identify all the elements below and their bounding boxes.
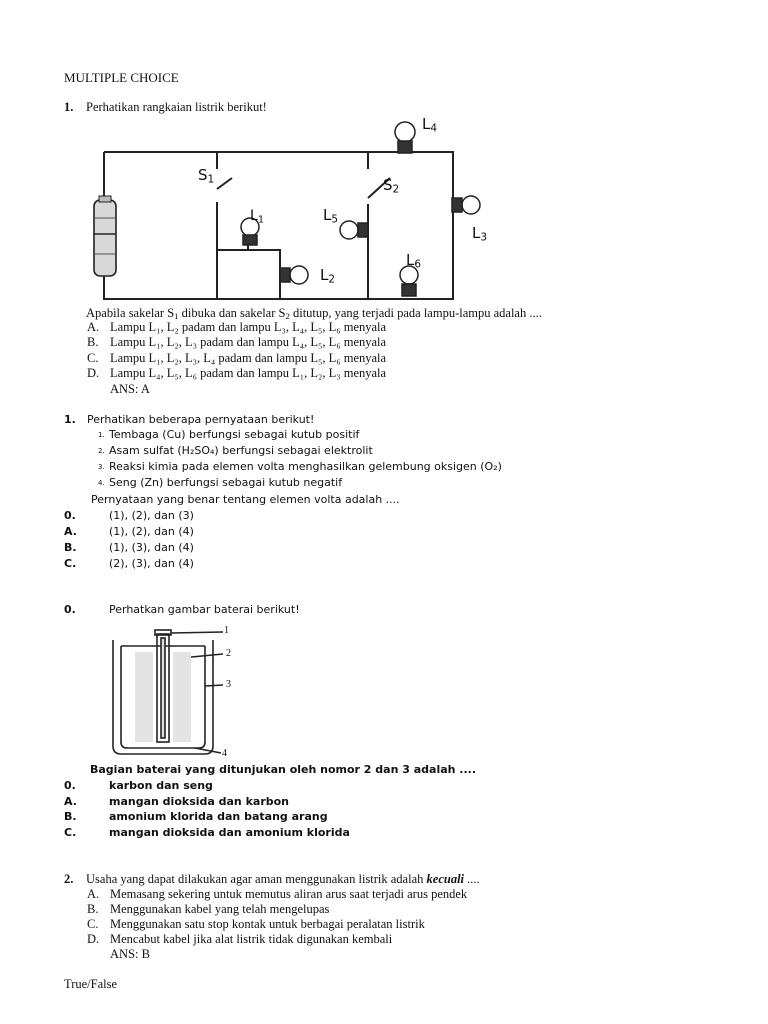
option-letter: A. bbox=[64, 795, 77, 808]
option-text: Mencabut kabel jika alat listrik tidak digunakan kembali bbox=[110, 932, 393, 946]
option-text: mangan dioksida dan amonium klorida bbox=[109, 826, 350, 839]
question-number: 1. bbox=[64, 100, 74, 114]
statement-text: Reaksi kimia pada elemen volta menghasilkan gelembung oksigen (O₂) bbox=[109, 460, 502, 473]
figure-label: 4 bbox=[222, 748, 227, 759]
question-number: 0. bbox=[64, 603, 76, 616]
option-text: Lampu L₁, L₂ padam dan lampu L₃, L₄, L₅, L₆ menyala bbox=[110, 320, 387, 334]
option-letter: B. bbox=[87, 902, 99, 916]
option-letter: C. bbox=[87, 351, 99, 365]
option-letter: C. bbox=[64, 557, 77, 570]
option-letter: D. bbox=[87, 366, 100, 380]
figure-label: $S_2$ bbox=[383, 176, 400, 196]
figure-label: $L_6$ bbox=[406, 251, 422, 271]
figure-label: $S_1$ bbox=[198, 166, 215, 186]
option-letter: B. bbox=[64, 541, 77, 554]
question-prompt: Perhatkan gambar baterai berikut! bbox=[109, 603, 300, 616]
figure-label: $L_1$ bbox=[250, 208, 265, 226]
option-letter: C. bbox=[64, 826, 77, 839]
figure-label: $L_4$ bbox=[422, 115, 438, 135]
figure-label: 1 bbox=[224, 625, 229, 636]
option-text: Menggunakan satu stop kontak untuk berbagai peralatan listrik bbox=[110, 917, 425, 931]
question-prompt: Perhatikan rangkaian listrik berikut! bbox=[86, 100, 267, 114]
option-text: (1), (2), dan (4) bbox=[109, 525, 194, 538]
option-letter: A. bbox=[64, 525, 77, 538]
option-letter: B. bbox=[64, 810, 77, 823]
option-text: Lampu L₁, L₂, L₃, L₄ padam dan lampu L₅, L₆ menyala bbox=[110, 351, 387, 365]
section-footer: True/False bbox=[64, 977, 118, 991]
question-prompt: Perhatikan beberapa pernyataan berikut! bbox=[87, 413, 315, 426]
circuit-diagram bbox=[88, 114, 488, 304]
option-text: (1), (3), dan (4) bbox=[109, 541, 194, 554]
statement-number: 3. bbox=[98, 463, 105, 471]
figure-label: $L_2$ bbox=[320, 266, 336, 286]
lamp-icon bbox=[241, 122, 480, 296]
option-text: (2), (3), dan (4) bbox=[109, 557, 194, 570]
option-letter: 0. bbox=[64, 779, 76, 792]
option-text: mangan dioksida dan karbon bbox=[109, 795, 290, 808]
question-text: Bagian baterai yang ditunjukan oleh nomor 2 dan 3 adalah .... bbox=[90, 763, 477, 776]
option-text: Lampu L₄, L₅, L₆ padam dan lampu L₁, L₂, L₃ menyala bbox=[110, 366, 387, 380]
option-letter: A. bbox=[87, 320, 100, 334]
figure-label: $L_5$ bbox=[323, 206, 339, 226]
answer-key: ANS: A bbox=[110, 382, 150, 396]
question-number: 2. bbox=[64, 872, 74, 886]
option-text: (1), (2), dan (3) bbox=[109, 509, 194, 522]
battery-icon bbox=[94, 196, 116, 276]
option-letter: 0. bbox=[64, 509, 76, 522]
question-prompt: Usaha yang dapat dilakukan agar aman menggunakan listrik adalah kecuali .... bbox=[86, 872, 480, 886]
statement-number: 1. bbox=[98, 431, 105, 439]
statement-text: Asam sulfat (H₂SO₄) berfungsi sebagai elektrolit bbox=[109, 444, 373, 457]
question-text: Pernyataan yang benar tentang elemen volta adalah .... bbox=[91, 493, 400, 506]
statement-text: Tembaga (Cu) berfungsi sebagai kutub positif bbox=[109, 428, 360, 441]
option-text: Memasang sekering untuk memutus aliran arus saat terjadi arus pendek bbox=[110, 887, 468, 901]
question-text: Apabila sakelar $S_1$ dibuka dan sakelar $S_2$ ditutup, yang terjadi pada lampu-lampu adalah .... bbox=[86, 306, 542, 322]
statement-text: Seng (Zn) berfungsi sebagai kutub negatif bbox=[109, 476, 343, 489]
option-letter: B. bbox=[87, 335, 99, 349]
figure-label: 2 bbox=[226, 648, 231, 659]
option-letter: A. bbox=[87, 887, 100, 901]
option-text: Lampu L₁, L₂, L₃ padam dan lampu L₄, L₅, L₆ menyala bbox=[110, 335, 387, 349]
section-header: MULTIPLE CHOICE bbox=[64, 70, 179, 85]
option-text: karbon dan seng bbox=[109, 779, 213, 792]
figure-label: $L_3$ bbox=[472, 224, 488, 244]
statement-number: 2. bbox=[98, 447, 105, 455]
option-letter: D. bbox=[87, 932, 100, 946]
battery-cross-section-diagram bbox=[105, 622, 255, 760]
figure-label: 3 bbox=[226, 679, 231, 690]
answer-key: ANS: B bbox=[110, 947, 150, 961]
statement-number: 4. bbox=[98, 479, 105, 487]
option-letter: C. bbox=[87, 917, 99, 931]
option-text: amonium klorida dan batang arang bbox=[109, 810, 328, 823]
option-text: Menggunakan kabel yang telah mengelupas bbox=[110, 902, 330, 916]
question-number: 1. bbox=[64, 413, 76, 426]
